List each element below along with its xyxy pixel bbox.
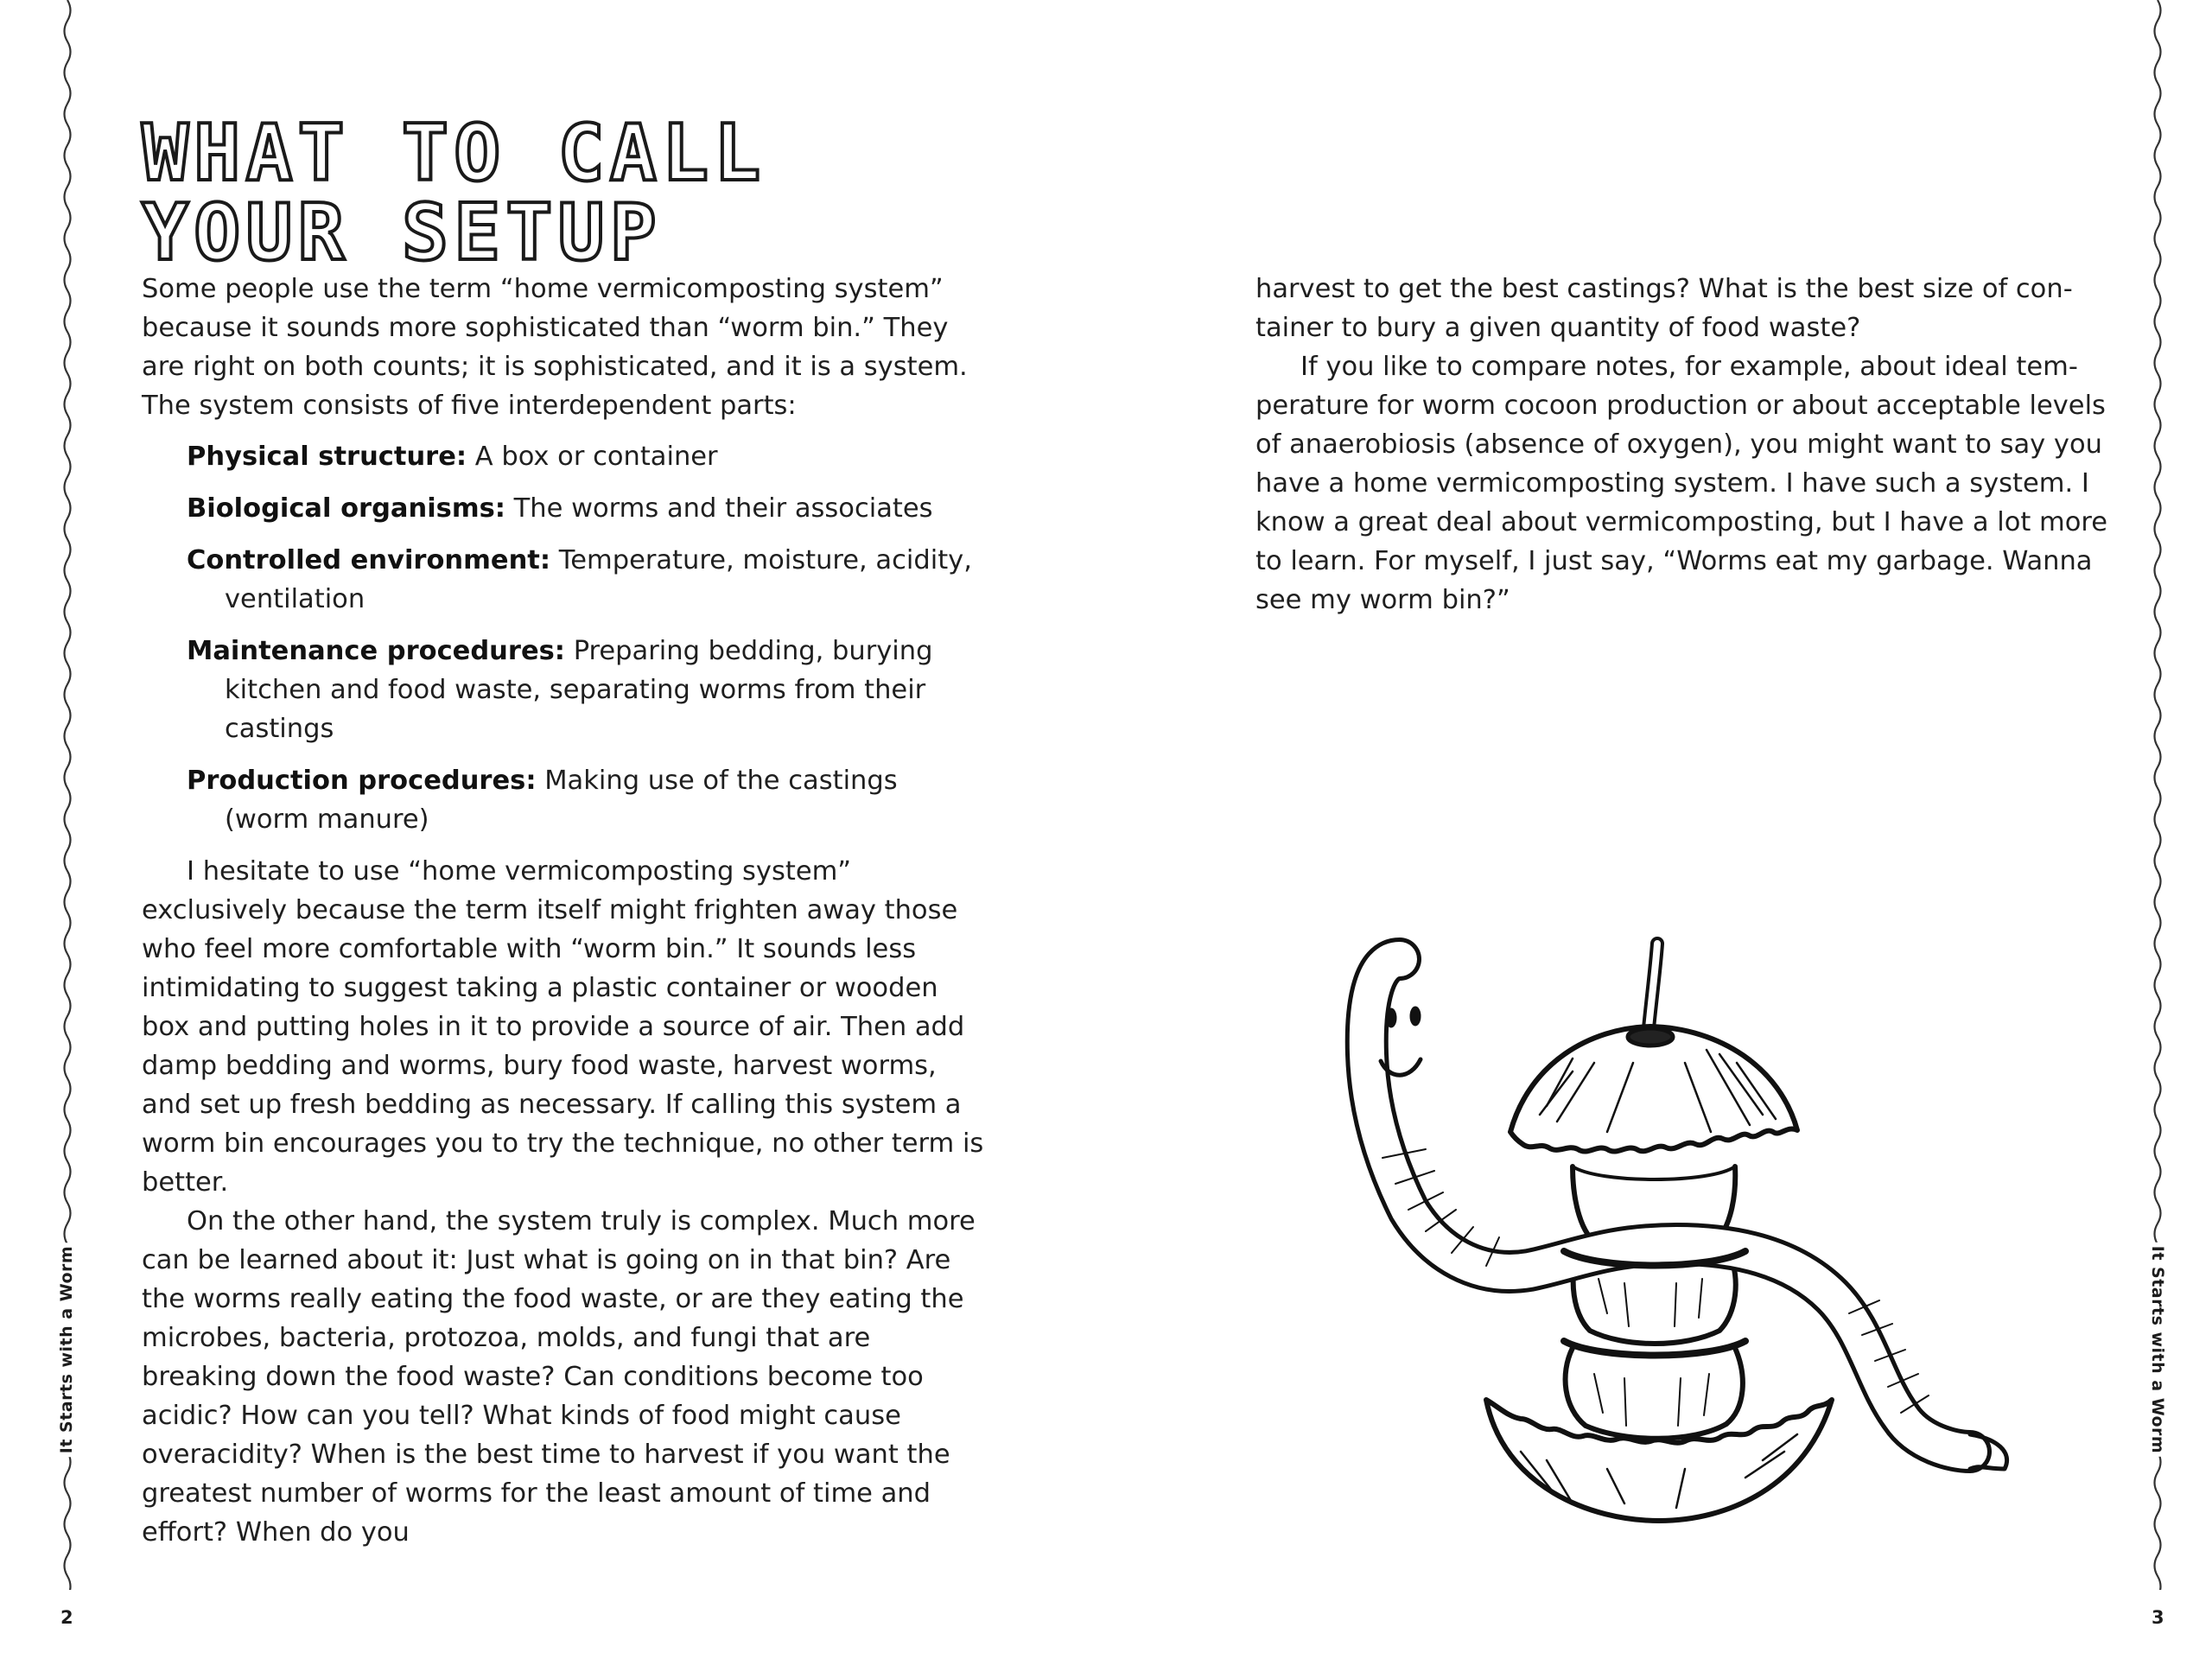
list-item-description: A box or container	[474, 442, 718, 472]
list-item-description: The worms and their associates	[513, 493, 933, 524]
running-head-right: It Starts with a Worm	[2139, 1243, 2176, 1457]
list-item-term: Controlled environment:	[187, 545, 551, 575]
running-head-left: It Starts with a Worm	[48, 1243, 85, 1457]
left-page-body	[142, 270, 988, 1552]
list-item-description: Making use of the castings (worm manure)	[225, 766, 898, 835]
right-page-body	[1255, 270, 2111, 620]
list-item-description: Temperature, moisture, acidity, ventilation	[225, 545, 972, 614]
list-item-term: Biological organisms:	[187, 493, 505, 524]
page-number-right: 3	[2148, 1600, 2168, 1635]
list-item-description: Preparing bedding, burying kitchen and food waste, separating worms from their castings	[225, 636, 933, 744]
list-item-term: Production procedures:	[187, 766, 537, 796]
page-number-left: 2	[57, 1600, 77, 1635]
heading-line-2: YOUR SETUP	[142, 188, 662, 278]
list-item	[187, 541, 988, 619]
system-parts-list	[187, 437, 988, 839]
list-item-term: Physical structure:	[187, 442, 467, 472]
list-item	[187, 489, 988, 528]
body-paragraph: harvest to get the best castings? What is the best size of container to bury a given quantity of food waste?	[1255, 274, 2073, 343]
list-item-term: Maintenance procedures:	[187, 636, 565, 666]
list-item	[187, 632, 988, 748]
intro-paragraph: Some people use the term “home vermicomposting system” because it sounds more sophisticated than “worm bin.” They are right on both counts; it is sophisticated, and it is a system. The system consists of five interdependent parts:	[142, 274, 968, 421]
list-item	[187, 437, 988, 476]
worm-with-apple-core-icon	[1313, 899, 2039, 1538]
body-paragraph: I hesitate to use “home vermicomposting system” exclusively because the term itself might frighten away those who feel more comfortable with “worm bin.” It sounds less intimidating to suggest taking a plastic container or wooden box and putting holes in it to provide a source of air. Then add damp bedding and worms, bury food waste, harvest worms, and set up fresh bedding as necessary. If calling this system a worm bin encourages you to try the technique, no other term is better.	[142, 856, 984, 1198]
body-paragraph: On the other hand, the system truly is complex. Much more can be learned about it: Just what is going on in that bin? Are the worms really eating the food waste, or are they eating the microbes, bacteria, protozoa, molds, and fungi that are breaking down the food waste? Can conditions become too acidic? How can you tell? What kinds of food might cause overacidity? When is the best time to harvest if you want the greatest number of worms for the least amount of time and effort? When do you	[142, 1206, 976, 1548]
chapter-heading	[142, 108, 766, 278]
body-paragraph: If you like to compare notes, for example, about ideal temperature for worm cocoon production or about acceptable levels of anaerobiosis (absence of oxygen), you might want to say you have a home vermicomposting system. I have such a system. I know a great deal about vermicomposting, but I have a lot more to learn. For myself, I just say, “Worms eat my garbage. Wanna see my worm bin?”	[1255, 352, 2108, 615]
heading-line-1: WHAT TO CALL	[142, 108, 766, 199]
list-item	[187, 761, 988, 839]
